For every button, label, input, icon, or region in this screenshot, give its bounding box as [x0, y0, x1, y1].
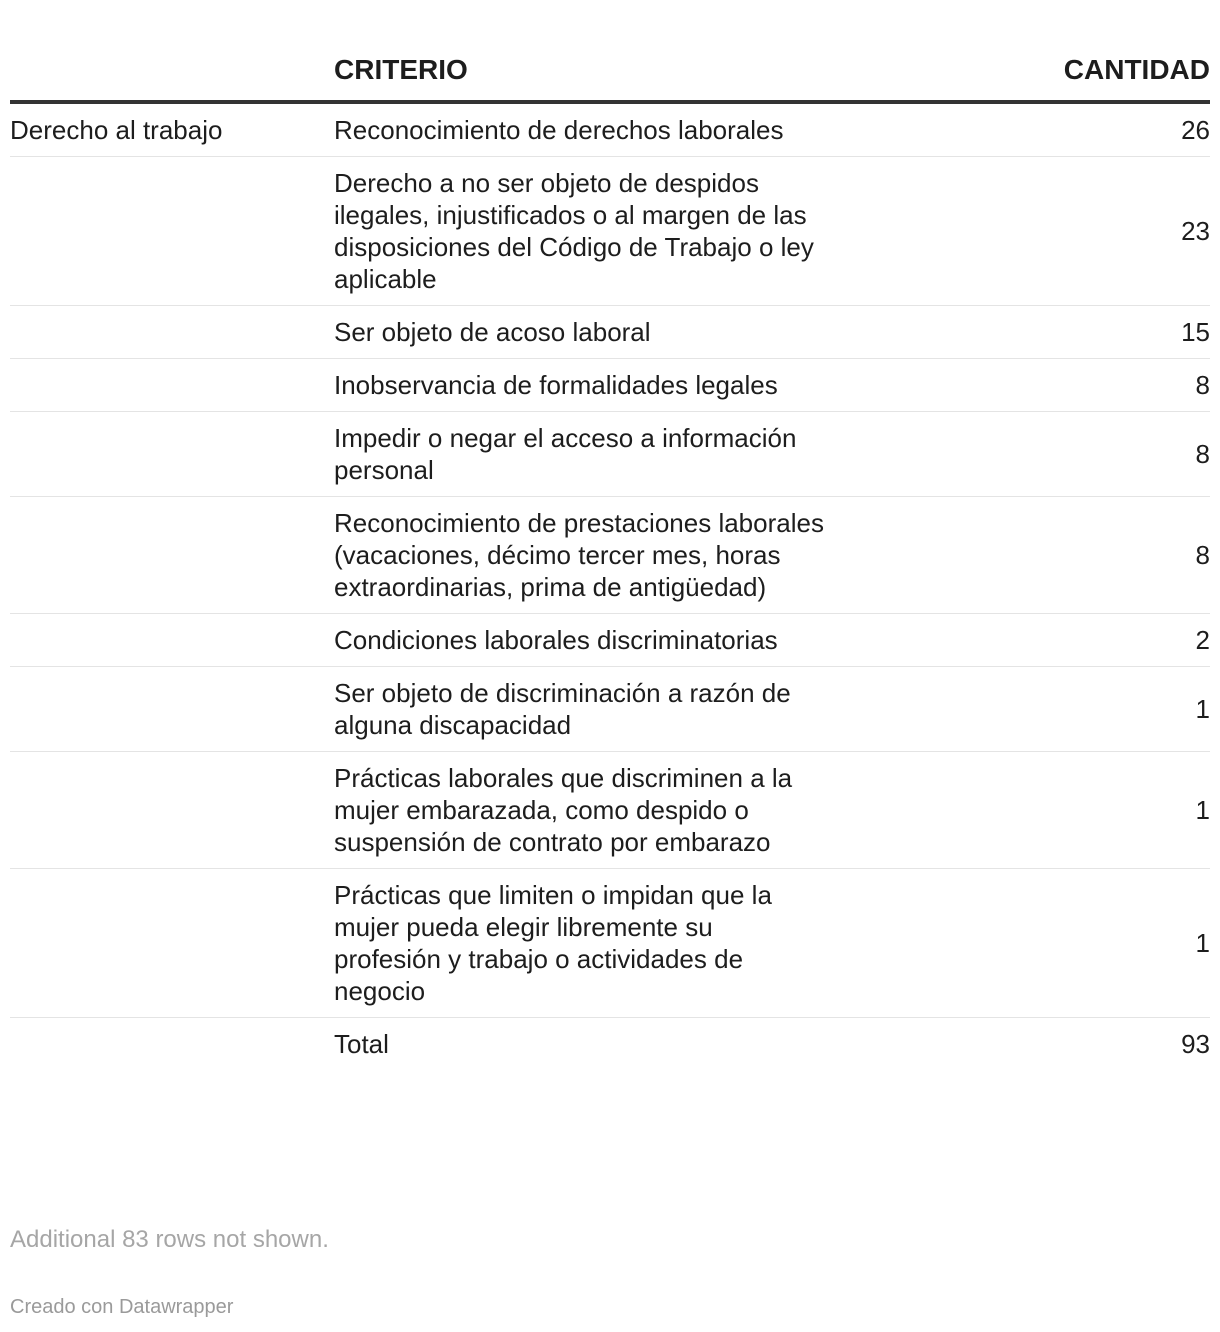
table-header — [10, 40, 1210, 102]
header-cantidad[interactable]: CANTIDAD — [834, 40, 1210, 102]
criterio-cell: Reconocimiento de derechos laborales — [334, 102, 834, 157]
cantidad-cell: 8 — [834, 497, 1210, 614]
category-cell — [10, 614, 334, 667]
datawrapper-credit: Creado con Datawrapper — [10, 1296, 234, 1318]
criterio-cell: Condiciones laborales discriminatorias — [334, 614, 834, 667]
table-row — [10, 157, 1210, 306]
table-body — [10, 102, 1210, 1070]
table-row — [10, 1018, 1210, 1071]
table-row — [10, 869, 1210, 1018]
category-cell — [10, 869, 334, 1018]
table-row — [10, 359, 1210, 412]
cantidad-cell: 26 — [834, 102, 1210, 157]
table-row — [10, 102, 1210, 157]
cantidad-cell: 2 — [834, 614, 1210, 667]
category-cell — [10, 306, 334, 359]
criterio-cell: Inobservancia de formalidades legales — [334, 359, 834, 412]
criterio-cell: Prácticas que limiten o impidan que la mujer pueda elegir libremente su profesión y trabajo o actividades de negocio — [334, 869, 834, 1018]
cantidad-cell: 8 — [834, 412, 1210, 497]
criterio-cell: Total — [334, 1029, 389, 1059]
table-row — [10, 497, 1210, 614]
table-row — [10, 306, 1210, 359]
criterio-cell: Prácticas laborales que discriminen a la mujer embarazada, como despido o suspensión de contrato por embarazo — [334, 752, 834, 869]
header-row — [10, 40, 1210, 102]
criterio-cell: Derecho a no ser objeto de despidos ilegales, injustificados o al margen de las disposiciones del Código de Trabajo o ley aplicable — [334, 157, 834, 306]
cantidad-cell: 1 — [834, 869, 1210, 1018]
cantidad-cell: 93 — [1181, 1029, 1210, 1059]
header-criterio[interactable]: CRITERIO — [334, 40, 834, 102]
cantidad-cell: 1 — [834, 752, 1210, 869]
category-cell — [10, 667, 334, 752]
cantidad-cell: 1 — [834, 667, 1210, 752]
criterio-cell: Impedir o negar el acceso a información personal — [334, 412, 834, 497]
cantidad-cell: 15 — [834, 306, 1210, 359]
more-rows-note: Additional 83 rows not shown. — [10, 1226, 329, 1253]
criterio-cell: Ser objeto de discriminación a razón de alguna discapacidad — [334, 667, 834, 752]
category-cell — [10, 1018, 334, 1071]
category-cell — [10, 157, 334, 306]
table-row — [10, 752, 1210, 869]
header-category[interactable] — [10, 40, 334, 102]
category-cell — [10, 497, 334, 614]
cantidad-cell: 8 — [834, 359, 1210, 412]
category-cell — [10, 752, 334, 869]
category-cell — [10, 359, 334, 412]
category-cell — [10, 412, 334, 497]
cantidad-cell: 23 — [834, 157, 1210, 306]
table-row — [10, 667, 1210, 752]
criterio-cell: Ser objeto de acoso laboral — [334, 306, 834, 359]
category-cell: Derecho al trabajo — [10, 102, 334, 157]
table-row — [10, 614, 1210, 667]
criterio-cell: Reconocimiento de prestaciones laborales (vacaciones, décimo tercer mes, horas extraordinarias, prima de antigüedad) — [334, 497, 834, 614]
table-row — [10, 412, 1210, 497]
data-table — [10, 40, 1210, 1070]
